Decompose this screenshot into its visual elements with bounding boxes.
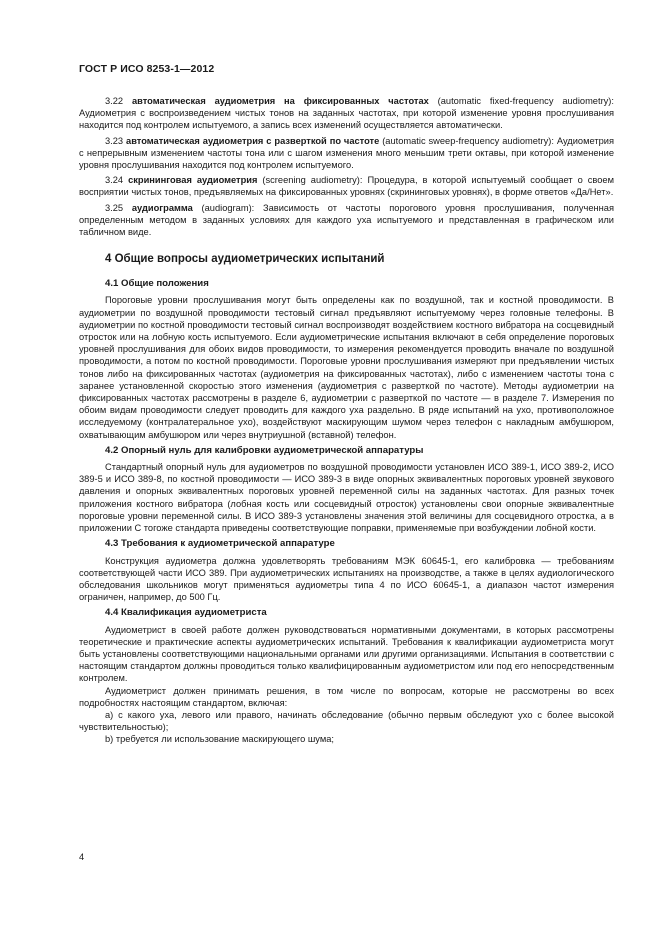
document-header: ГОСТ Р ИСО 8253-1—2012 [79,63,215,75]
definition-term: аудиограмма [131,202,193,213]
definition-term: скрининговая аудиометрия [128,175,258,186]
list-item-a: a) с какого уха, левого или правого, начинать обследование (обычно первым обследуют ухо с более высокой чувствительностью); [79,709,614,733]
definition-text: (automatic sweep-frequency audiometry): Аудиометрия с непрерывным изменением частоты тона или с шагом изменения много меньшим трети октавы, при которой изменение уровня прослушивания находится под контролем испытуемого. [79,135,614,171]
definition-3-22 [79,95,614,132]
definition-text: (screening audiometry): Процедура, в которой испытуемый сообщает о своем восприятии чистых тонов, предъявляемых на фиксированных уровнях (скрининговых уровнях), в форме ответов «Да/Нет». [79,175,614,198]
definition-number: 3.25 [105,202,124,213]
section-4-3-paragraph: Конструкция аудиометра должна удовлетворять требованиям МЭК 60645-1, его калибровка — требованиям соответствующей части ИСО 389. При аудиометрических испытаниях на производстве, а также в целях аудиологического обследования школьников могут применяться аудиометры типа 4 по ИСО 60645-1, а диапазон частот измерения ограничен, например, до 500 Гц. [79,555,614,603]
definition-number: 3.24 [105,175,124,186]
definition-number: 3.22 [105,96,124,106]
definition-number: 3.23 [105,135,124,146]
definition-list [79,95,614,238]
section-4-2-heading: 4.2 Опорный нуль для калибровки аудиометрической аппаратуры [105,444,424,456]
definition-term: автоматическая аудиометрия на фиксированных частотах [131,96,429,106]
section-4-3-heading: 4.3 Требования к аудиометрической аппаратуре [105,538,335,550]
definition-3-25 [79,202,614,239]
definition-3-24 [79,174,614,198]
definition-text: (audiogram): Зависимость от частоты порогового уровня прослушивания, полученная определенным методом в заданных условиях для каждого уха испытуемого и представленная в графическом или табличном виде. [79,202,614,238]
section-4-4-paragraph: Аудиометрист в своей работе должен руководствоваться нормативными документами, в которых рассмотрены теоретические и практические аспекты аудиометрических испытаний. Требования к квалификации аудиометриста могут быть установлены соответствующими национальными органами или другими организациями. Испытания в соответствии с настоящим стандартом должны проводиться только квалифицированным аудиометристом или под его непосредственным контролем. [79,624,614,684]
section-4-2-paragraph: Стандартный опорный нуль для аудиометров по воздушной проводимости установлен ИСО 389-1, ИСО 389-2, ИСО 389-5 и ИСО 389-8, по костной проводимости — ИСО 389-3 в виде опорных эквивалентных пороговых уровней звукового давления и опорных эквивалентных пороговых уровней переменной силы на заданных частотах. Для разных точек приложения костного вибратора (лобная кость или сосцевидный отросток) установлены свои опорные эквивалентные пороговые уровни переменной силы. В ИСО 389-3 установлены значения этой величины для сосцевидного отростка, а в приложении С тогоже стандарта приведены соответствующие поправки, применяемые при возбуждении лобной кости. [79,462,614,534]
section-4-4-heading: 4.4 Квалификация аудиометриста [105,607,267,619]
definition-text: (automatic fixed-frequency audiometry): Аудиометрия с воспроизведением чистых тонов на заданных частотах, при которой изменение уровня прослушивания находится под контролем испытуемого, а запись всех изменений осуществляется автоматически. [79,96,614,131]
page-number: 4 [79,852,85,862]
section-4-heading: 4 Общие вопросы аудиометрических испытаний [105,253,385,266]
section-4-4-paragraph: Аудиометрист должен принимать решения, в том числе по вопросам, которые не рассмотрены во всех подробностях настоящим стандартом, включая: [79,685,614,708]
definition-3-23 [79,135,614,172]
definition-term: автоматическая аудиометрия с разверткой по частоте [126,135,380,146]
page-content [79,95,614,746]
section-4-1-paragraph: Пороговые уровни прослушивания могут быть определены как по воздушной, так и костной проводимости. В аудиометрии по воздушной проводимости тестовый сигнал предъявляют испытуемому через головные телефоны. В аудиометрии по костной проводимости тестовый сигнал воспроизводят воздействием костного вибратора на сосцевидный отросток или на лобную кость испытуемого. Если аудиометрические испытания включают в себя определение пороговых уровней прослушивания для обоих видов проводимости, то измерения рекомендуется проводить вначале по воздушной проводимости, а потом по костной проводимости. Пороговые уровни прослушивания измеряют при предъявлении чистых тонов либо на фиксированных частотах (аудиометрия на фиксированных частотах), либо с изменением частоты тона с заранее установленной скоростью этого изменения (аудиометрия с разверткой по частоте). Методы аудиометрии на фиксированных частотах рассмотрены в разделе 6, аудиометрии с разверткой по частоте — в разделе 7. Измерения по обоим видам проводимости следует проводить для каждого уха раздельно. В ряде испытаний на ухо, противоположное исследуемому (контралатеральное ухо), воздействуют маскирующим шумом через телефон с накладным амбушюром, охватывающим амбушюром или через внутриушной (вставной) телефон. [79,295,614,440]
section-4-1-heading: 4.1 Общие положения [105,278,209,290]
list-item-b: b) требуется ли использование маскирующего шума; [105,734,334,745]
